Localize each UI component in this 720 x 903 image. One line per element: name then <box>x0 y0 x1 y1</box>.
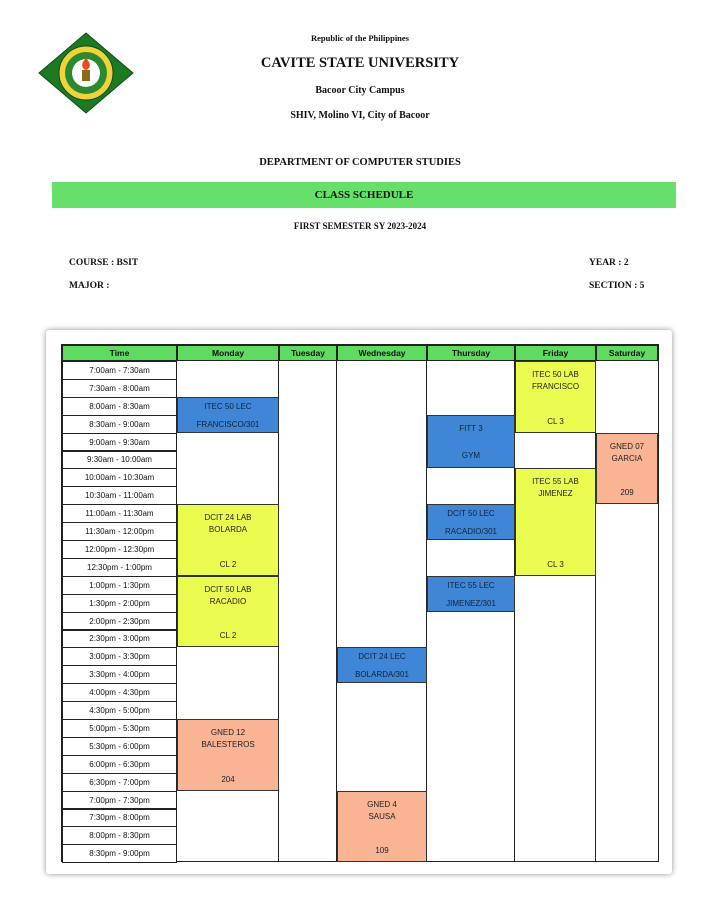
class-block-thursday[interactable] <box>427 504 515 540</box>
class-line: GARCIA <box>611 453 643 463</box>
class-line: ITEC 55 LAB <box>532 477 579 487</box>
time-slot: 10:00am - 10:30am <box>62 468 177 487</box>
time-slot: 2:30pm - 3:00pm <box>62 630 177 649</box>
time-slot: 7:30am - 8:00am <box>62 379 177 398</box>
university-name: CAVITE STATE UNIVERSITY <box>260 55 460 71</box>
header-time: Time <box>62 345 177 361</box>
time-slot: 3:00pm - 3:30pm <box>62 647 177 666</box>
header-wednesday: Wednesday <box>337 345 427 361</box>
semester-text: FIRST SEMESTER SY 2023-2024 <box>293 221 427 231</box>
class-line: JIMENEZ/301 <box>446 598 496 608</box>
class-block-monday[interactable] <box>177 397 279 433</box>
header-saturday: Saturday <box>596 345 658 361</box>
time-slot: 11:30am - 12:00pm <box>62 522 177 541</box>
column-divider <box>336 361 337 861</box>
department-name: DEPARTMENT OF COMPUTER STUDIES <box>259 157 461 168</box>
time-slot: 5:30pm - 6:00pm <box>62 737 177 756</box>
class-block-wednesday[interactable] <box>337 647 427 683</box>
schedule-title: CLASS SCHEDULE <box>314 189 414 201</box>
class-block-friday[interactable] <box>515 361 596 433</box>
class-line: BALESTEROS <box>201 740 255 749</box>
class-line: GNED 12 <box>210 728 246 737</box>
header-monday: Monday <box>177 345 279 361</box>
class-block-thursday[interactable] <box>427 415 515 469</box>
time-slot: 8:00am - 8:30am <box>62 397 177 416</box>
class-block-monday[interactable] <box>177 719 279 791</box>
class-line: JIMENEZ <box>538 489 573 499</box>
class-line: BOLARDA <box>208 525 248 535</box>
campus-address: SHIV, Molino VI, City of Bacoor <box>290 110 430 121</box>
class-line: DCIT 50 LAB <box>204 584 252 594</box>
class-line: CL 2 <box>219 559 237 569</box>
class-line: RACADIO <box>209 596 247 606</box>
time-slot: 7:00am - 7:30am <box>62 361 177 380</box>
class-line: GNED 07 <box>609 441 645 451</box>
time-slot: 12:30pm - 1:00pm <box>62 558 177 577</box>
class-line: FRANCISCO/301 <box>196 419 260 429</box>
time-slot: 6:00pm - 6:30pm <box>62 755 177 774</box>
schedule-table <box>61 344 659 862</box>
class-line: 204 <box>221 774 235 784</box>
university-logo <box>38 32 134 114</box>
class-line: ITEC 50 LAB <box>532 370 579 379</box>
time-slot: 5:00pm - 5:30pm <box>62 719 177 738</box>
campus-name: Bacoor City Campus <box>315 85 405 96</box>
class-line: CL 3 <box>547 559 564 569</box>
time-slot: 10:30am - 11:00am <box>62 486 177 505</box>
class-line: 109 <box>375 846 389 856</box>
section-label: SECTION : 5 <box>589 281 645 291</box>
class-line: FITT 3 <box>459 424 483 434</box>
year-label: YEAR : 2 <box>589 258 629 268</box>
header-friday: Friday <box>515 345 596 361</box>
class-block-thursday[interactable] <box>427 576 515 612</box>
class-line: GYM <box>461 450 481 460</box>
time-slot: 1:00pm - 1:30pm <box>62 576 177 595</box>
major-label: MAJOR : <box>69 281 110 291</box>
class-block-friday[interactable] <box>515 468 596 575</box>
time-slot: 9:00am - 9:30am <box>62 433 177 452</box>
time-slot: 11:00am - 11:30am <box>62 504 177 523</box>
class-line: CL 3 <box>547 416 564 426</box>
class-line: BOLARDA/301 <box>355 670 409 680</box>
class-line: DCIT 24 LAB <box>204 513 252 523</box>
header-thursday: Thursday <box>427 345 515 361</box>
time-slot: 9:30am - 10:00am <box>62 451 177 470</box>
time-slot: 8:00pm - 8:30pm <box>62 826 177 845</box>
time-slot: 7:30pm - 8:00pm <box>62 809 177 828</box>
schedule-title-bar <box>52 182 676 208</box>
class-line: ITEC 50 LEC <box>204 401 252 411</box>
class-block-saturday[interactable] <box>596 433 658 505</box>
class-line: CL 2 <box>219 631 237 641</box>
header-tuesday: Tuesday <box>279 345 337 361</box>
time-slot: 2:00pm - 2:30pm <box>62 612 177 631</box>
class-line: SAUSA <box>368 811 396 821</box>
time-slot: 8:30am - 9:00am <box>62 415 177 434</box>
class-block-wednesday[interactable] <box>337 791 427 863</box>
time-slot: 6:30pm - 7:00pm <box>62 773 177 792</box>
time-slot: 3:30pm - 4:00pm <box>62 665 177 684</box>
class-line: 209 <box>620 488 634 498</box>
time-slot: 7:00pm - 7:30pm <box>62 791 177 810</box>
class-block-monday[interactable] <box>177 504 279 576</box>
class-line: DCIT 50 LEC <box>447 509 495 519</box>
time-slot: 4:00pm - 4:30pm <box>62 683 177 702</box>
time-slot: 8:30pm - 9:00pm <box>62 844 177 863</box>
time-slot: 4:30pm - 5:00pm <box>62 701 177 720</box>
class-line: RACADIO/301 <box>444 527 498 537</box>
republic-text: Republic of the Philippines <box>310 33 409 43</box>
class-block-monday[interactable] <box>177 576 279 648</box>
time-slot: 12:00pm - 12:30pm <box>62 540 177 559</box>
course-label: COURSE : BSIT <box>69 258 139 268</box>
class-line: ITEC 55 LEC <box>447 580 495 590</box>
class-line: DCIT 24 LEC <box>358 652 406 662</box>
class-line: FRANCISCO <box>531 382 580 391</box>
class-line: GNED 4 <box>367 799 397 809</box>
time-slot: 1:30pm - 2:00pm <box>62 594 177 613</box>
